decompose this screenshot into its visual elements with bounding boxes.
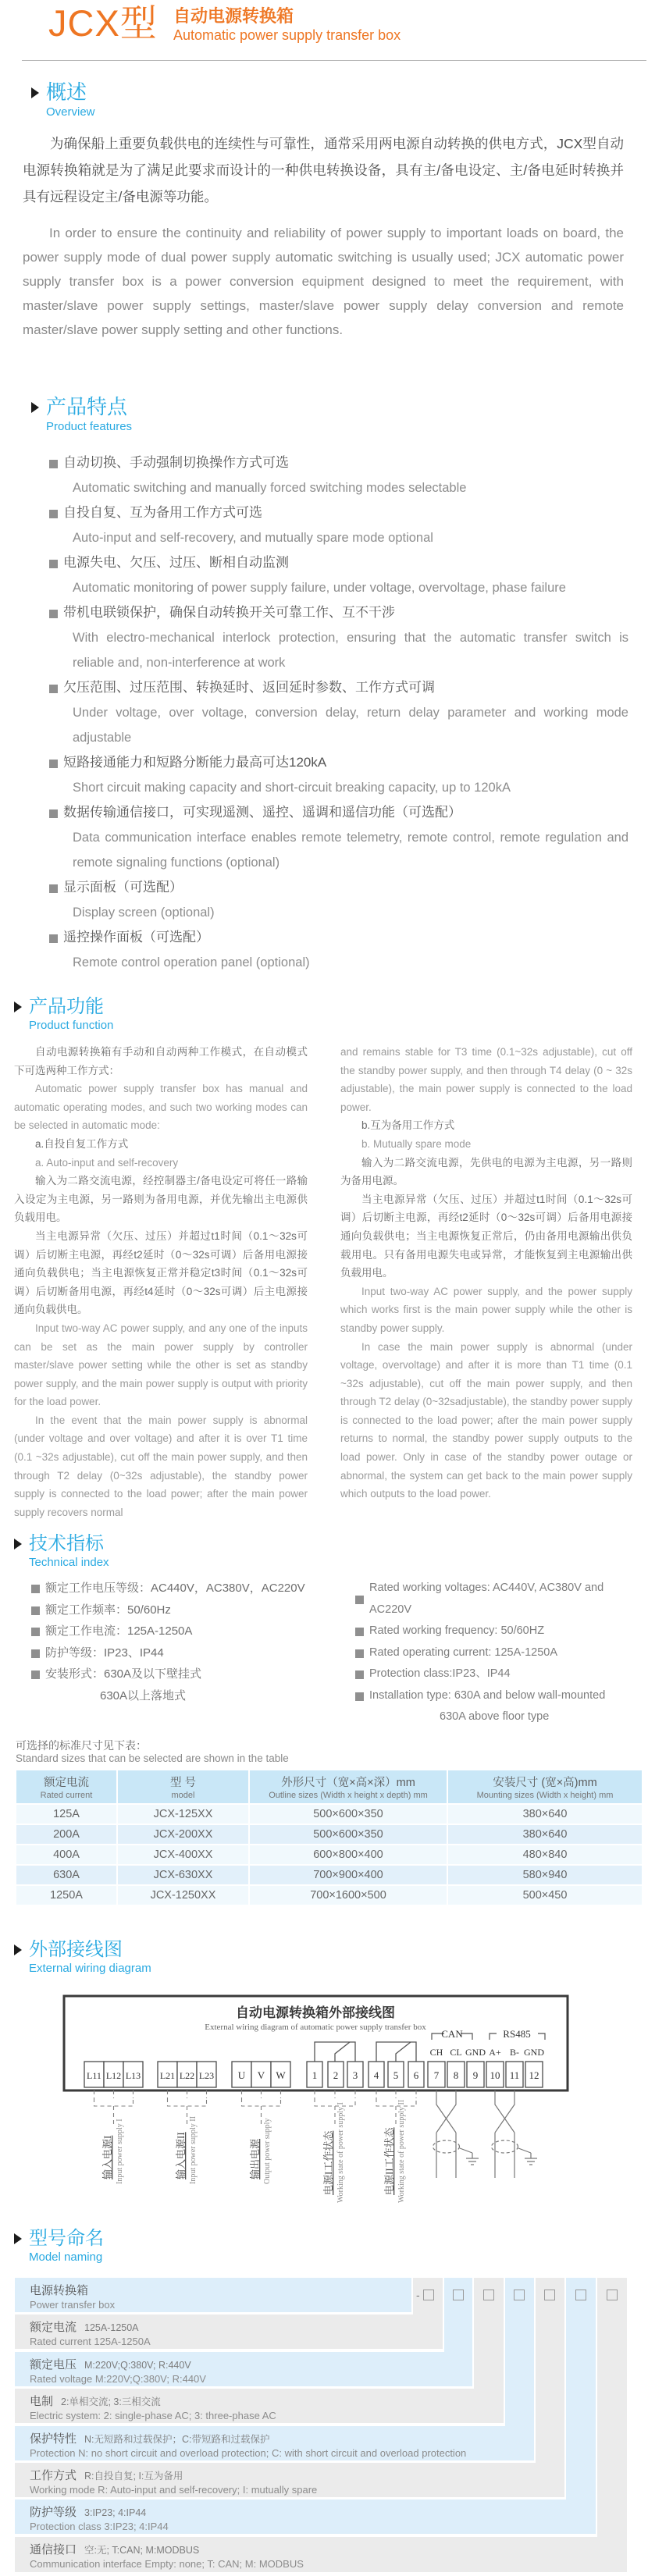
terminal-label: 6 — [413, 2069, 419, 2081]
terminal-label: L11 — [87, 2070, 101, 2081]
tech-item-text: Installation type: 630A and below wall-mounted — [369, 1688, 606, 1702]
naming-label-en: Rated current 125A-1250A — [30, 2336, 151, 2347]
feature-text-en: Automatic monitoring of power supply failure, under voltage, overvoltage, phase failure — [73, 581, 566, 595]
pin-label: GND — [524, 2047, 544, 2058]
terminal-label: 7 — [433, 2069, 440, 2081]
table-row — [16, 1825, 642, 1844]
bullet-square-icon — [49, 610, 58, 618]
cell-model: JCX-400XX — [118, 1845, 248, 1864]
section-title-en: Technical index — [29, 1556, 109, 1569]
table-row — [16, 1845, 642, 1864]
group-label-en: Working state of power supply II — [397, 2099, 406, 2203]
section-marker-icon — [14, 1944, 22, 1955]
group-label-zh: 电源II工作状态 — [383, 2127, 395, 2195]
cell-model: JCX-125XX — [118, 1805, 248, 1823]
bullet-square-icon — [49, 809, 58, 818]
section-marker-icon — [14, 2233, 22, 2244]
feature-item — [49, 550, 627, 575]
function-paragraph: 当主电源异常（欠压、过压）并超过t1时间（0.1～32s可调）后切断主电源，再经t2延时（0～32s可调）后备用电源接通向负载供电；当主电源恢复正常并稳定t3时间（0.1～32s可调）后切断备用电源，再经t4延时（0～32s可调）后主电源接通向负载供电。 — [14, 1229, 308, 1316]
naming-label-zh: 防护等级 — [30, 2506, 77, 2519]
wiring-box-title-en: External wiring diagram of automatic power supply transfer box — [205, 2023, 426, 2032]
bullet-square-icon — [49, 510, 58, 518]
feature-text-zh: 显示面板（可选配） — [63, 880, 183, 895]
col-header-model — [118, 1770, 248, 1803]
naming-row — [15, 2426, 534, 2460]
header-divider — [22, 60, 646, 61]
feature-item — [49, 875, 627, 900]
bullet-square-icon — [355, 1692, 364, 1701]
feature-text-en: Automatic switching and manually forced switching modes selectable — [73, 481, 467, 495]
model-digit-box — [514, 2290, 525, 2300]
naming-label-en: Communication interface Empty: none; T: CAN; M: MODBUS — [30, 2558, 304, 2570]
section-title-en: Model naming — [29, 2250, 103, 2264]
naming-label-zh: 电源转换箱 — [30, 2284, 89, 2297]
col-header-zh: 型 号 — [169, 1777, 197, 1789]
feature-text-zh: 自投自复、互为备用工作方式可选 — [63, 505, 262, 520]
function-paragraph: a.自投自复工作方式 — [35, 1137, 129, 1150]
terminal-label: L13 — [125, 2070, 141, 2081]
naming-spec: N:无短路和过载保护；C:带短路和过载保护 — [84, 2434, 270, 2445]
rs485-bus-label: RS485 — [503, 2028, 531, 2040]
col-header-en: model — [171, 1791, 195, 1800]
product-model-title: JCX型 — [48, 2, 158, 44]
tech-item — [355, 1621, 636, 1642]
section-header-tech — [14, 1533, 109, 1570]
terminal-label: L22 — [179, 2070, 195, 2081]
bullet-square-icon — [31, 1585, 40, 1593]
section-title-en: External wiring diagram — [29, 1962, 151, 1975]
naming-row — [15, 2500, 596, 2534]
sizes-intro-zh: 可选择的标准尺寸见下表： — [16, 1739, 147, 1752]
tech-item — [355, 1578, 636, 1621]
bullet-square-icon — [355, 1596, 364, 1604]
group-brackets — [94, 2090, 417, 2126]
bullet-square-icon — [49, 760, 58, 768]
terminal-label: U — [237, 2069, 246, 2081]
cell-rated-current: 125A — [16, 1805, 116, 1823]
function-paragraph: 输入为二路交流电源，经控制器主/备电设定可将任一路输入设定为主电源，另一路则为备用电源，并优先输出主电源供负载用电。 — [14, 1175, 308, 1224]
tech-item-text: Rated operating current: 125A-1250A — [369, 1646, 558, 1659]
feature-item — [49, 675, 627, 700]
function-paragraph: In the event that the main power supply is abnormal (under voltage and over voltage) and after it is over T1 time (0.1 ~32s adjustable), cut off the main power supply, and then through T2 delay (0~32s adjustable), the standby power supply is connected to the load power; after the main power supply recovers normal — [14, 1414, 308, 1518]
feature-text-zh: 遥控操作面板（可选配） — [63, 930, 209, 945]
col-header-en: Outline sizes (Width x height x depth) mm — [269, 1791, 428, 1800]
cell-rated-current: 630A — [16, 1866, 116, 1884]
feature-item — [49, 450, 627, 475]
col-header-mounting-sizes — [448, 1770, 642, 1803]
pin-label: B- — [510, 2047, 519, 2058]
col-header-en: Mounting sizes (Width x height) mm — [476, 1791, 614, 1800]
feature-item — [49, 800, 627, 825]
cell-mounting-size: 480×840 — [448, 1845, 642, 1864]
naming-label-en: Protection class 3:IP23; 4:IP44 — [30, 2521, 169, 2532]
bullet-square-icon — [49, 884, 58, 893]
feature-text-en: Short circuit making capacity and short-circuit breaking capacity, up to 120kA — [73, 781, 511, 795]
feature-text-en: Data communication interface enables remote telemetry, remote control, remote regulation and remote signaling functions (optional) — [73, 831, 628, 870]
tech-item — [31, 1621, 336, 1642]
model-digit-box — [483, 2290, 494, 2300]
naming-spec: 2:单相交流; 3:三相交流 — [61, 2396, 161, 2407]
feature-text-zh: 自动切换、手动强制切换操作方式可选 — [63, 455, 289, 470]
twisted-pair-can — [433, 2090, 479, 2178]
naming-spec: 3:IP23; 4:IP44 — [84, 2507, 147, 2518]
tech-item — [31, 1642, 336, 1664]
cell-mounting-size: 580×940 — [448, 1866, 642, 1884]
model-digit-box — [607, 2290, 618, 2300]
cell-rated-current: 200A — [16, 1825, 116, 1844]
feature-item — [49, 925, 627, 950]
sizes-intro-en: Standard sizes that can be selected are shown in the table — [16, 1752, 289, 1764]
section-title-zh: 型号命名 — [29, 2228, 104, 2249]
terminal-label: 3 — [352, 2069, 358, 2081]
naming-spec: 空:无; T:CAN; M:MODBUS — [84, 2545, 200, 2556]
cell-outline-size: 600×800×400 — [250, 1845, 447, 1864]
terminal-label: 1 — [312, 2069, 318, 2081]
feature-item — [49, 750, 627, 775]
model-digit-box — [423, 2290, 434, 2300]
twisted-pair-rs485 — [492, 2090, 538, 2178]
feature-text-en: Auto-input and self-recovery, and mutually spare mode optional — [73, 531, 433, 545]
feature-text-en: With electro-mechanical interlock protection, ensuring that the automatic transfer switch is reliable and, non-interference at work — [73, 631, 628, 670]
feature-item — [49, 600, 627, 625]
function-paragraph: 当主电源异常（欠压、过压）并超过t1时间（0.1～32s可调）后切断主电源，再经t2延时（0～32s可调）后备用电源接通向负载供电；当主电源恢复正常后，仍由备用电源输出供负载用电。只有备用电源失电或异常，才能恢复到主电源输出供负载用电。 — [340, 1193, 632, 1279]
tech-item-text: 额定工作电压等级：AC440V，AC380V，AC220V — [45, 1582, 305, 1595]
product-title-en: Automatic power supply transfer box — [173, 27, 401, 43]
function-paragraph: Input two-way AC power supply, and the power supply which works first is the main power supply while the other is standby power supply. — [340, 1285, 632, 1334]
wiring-box-title-zh: 自动电源转换箱外部接线图 — [236, 2005, 395, 2020]
cell-outline-size: 500×600×350 — [250, 1805, 447, 1823]
naming-row — [15, 2463, 564, 2497]
function-paragraph: a. Auto-input and self-recovery — [35, 1156, 179, 1169]
group-label-en: Output power supply — [263, 2118, 272, 2184]
table-row — [16, 1805, 642, 1823]
function-paragraph: b. Mutually spare mode — [361, 1137, 472, 1150]
cell-mounting-size: 380×640 — [448, 1825, 642, 1844]
terminal-label: 12 — [529, 2069, 539, 2081]
tech-item — [355, 1642, 636, 1664]
cell-mounting-size: 500×450 — [448, 1886, 642, 1905]
tech-index-column-en — [355, 1578, 636, 1728]
naming-row — [15, 2389, 504, 2423]
section-title-zh: 外部接线图 — [29, 1939, 123, 1960]
naming-strip-5 — [536, 2278, 564, 2463]
pin-label: CH — [429, 2047, 443, 2058]
model-naming-diagram — [0, 2278, 648, 2573]
section-marker-icon — [14, 1002, 22, 1012]
group-label-en: Input power supply II — [189, 2116, 198, 2184]
standard-sizes-table — [15, 1769, 643, 1906]
cell-outline-size: 700×1600×500 — [250, 1886, 447, 1905]
terminal-label: W — [276, 2069, 286, 2081]
dash-mark: - — [416, 2289, 420, 2301]
can-bus-label: CAN — [441, 2028, 463, 2040]
naming-label-zh: 工作方式 — [30, 2469, 77, 2482]
product-title-block — [173, 7, 401, 44]
terminal-label: L23 — [198, 2070, 215, 2081]
terminal-label: L21 — [159, 2070, 176, 2081]
terminal-label: V — [257, 2069, 265, 2081]
feature-text-en: Display screen (optional) — [73, 906, 215, 920]
group-label-zh: 电源I工作状态 — [322, 2130, 334, 2195]
group-label-en: Working state of power supply I — [336, 2102, 345, 2203]
naming-strip-6 — [566, 2278, 596, 2500]
terminal-label: 2 — [333, 2069, 339, 2081]
wiring-diagram — [0, 1973, 648, 2217]
terminal-label: 10 — [490, 2069, 500, 2081]
tech-item-continuation: 630A以上落地式 — [100, 1688, 187, 1703]
cell-mounting-size: 380×640 — [448, 1805, 642, 1823]
tech-index-column-zh — [31, 1578, 336, 1706]
function-paragraph: and remains stable for T3 time (0.1~32s adjustable), cut off the standby power supply, and then through T4 delay (0 ~ 32s adjustable), the main power supply is connected to the load power. — [340, 1046, 632, 1113]
feature-list — [49, 450, 627, 975]
bullet-square-icon — [49, 560, 58, 568]
col-header-zh: 额定电流 — [44, 1777, 89, 1789]
bullet-square-icon — [355, 1670, 364, 1679]
tech-item-text: Rated working voltages: AC440V, AC380V and AC220V — [369, 1582, 604, 1616]
section-title-zh: 产品特点 — [46, 395, 128, 418]
function-paragraph: In case the main power supply is abnormal (under voltage, overvoltage) and after it is more than T1 time (0.1 ~32s adjustable), cut off the main power supply, and then through T2 delay (0~32sadjustable), the standby power supply is connected to the load power; after the main power supply returns to normal, the standby power supply outputs to the load power. Only in case of the standby power outage or abnormal, the system can get back to the main power supply which outputs to the load power. — [340, 1340, 632, 1500]
function-paragraph: 输入为二路交流电源，先供电的电源为主电源，另一路则为备用电源。 — [340, 1156, 632, 1187]
overview-paragraph-zh: 为确保船上重要负载供电的连续性与可靠性，通常采用两电源自动转换的供电方式，JCX型自动电源转换箱就是为了满足此要求而设计的一种供电转换设备，具有主/备电设定、主/备电延时转换并具有远程设定主/备电源等功能。 — [23, 136, 624, 205]
group-label-en: Input power supply I — [116, 2119, 124, 2184]
tech-item-text: 额定工作频率：50/60Hz — [45, 1603, 171, 1617]
group-label-zh: 输入电源I — [101, 2135, 113, 2179]
cell-rated-current: 1250A — [16, 1886, 116, 1905]
table-header-row — [16, 1770, 642, 1803]
bullet-square-icon — [355, 1628, 364, 1636]
naming-row — [15, 2314, 443, 2349]
bullet-square-icon — [31, 1649, 40, 1658]
cell-model: JCX-200XX — [118, 1825, 248, 1844]
naming-spec: M:220V;Q:380V; R:440V — [84, 2360, 191, 2371]
feature-text-zh: 带机电联锁保护，确保自动转换开关可靠工作、互不干涉 — [63, 605, 395, 620]
tech-item — [31, 1578, 336, 1599]
table-row — [16, 1866, 642, 1884]
feature-text-en: Under voltage, over voltage, conversion delay, return delay parameter and working mode adjustable — [73, 706, 628, 745]
section-title-en: Product function — [29, 1019, 114, 1032]
naming-label-zh: 额定电流 — [30, 2321, 77, 2334]
feature-text-zh: 电源失电、欠压、过压、断相自动监测 — [63, 555, 289, 570]
tech-item-text: 防护等级：IP23、IP44 — [45, 1646, 164, 1660]
naming-label-en: Working mode R: Auto-input and self-recovery; I: mutually spare — [30, 2484, 318, 2496]
tech-item — [355, 1663, 636, 1685]
function-column-left — [14, 1043, 308, 1521]
section-marker-icon — [14, 1539, 22, 1550]
section-header-functions — [14, 996, 113, 1033]
tech-item — [31, 1663, 336, 1685]
section-title-zh: 产品功能 — [29, 996, 104, 1017]
pin-label: CL — [450, 2047, 462, 2058]
model-digit-box — [453, 2290, 464, 2300]
feature-item — [49, 500, 627, 525]
terminal-label: L12 — [105, 2070, 122, 2081]
group-label-zh: 输入电源II — [175, 2132, 187, 2179]
section-header-wiring — [14, 1939, 151, 1976]
section-title-zh: 技术指标 — [29, 1533, 104, 1554]
product-title-zh: 自动电源转换箱 — [173, 6, 294, 26]
col-header-outline-sizes — [250, 1770, 447, 1803]
cell-model: JCX-630XX — [118, 1866, 248, 1884]
pin-label: GND — [465, 2047, 486, 2058]
naming-spec: R:自投自复; I:互为备用 — [84, 2471, 183, 2482]
feature-text-zh: 短路接通能力和短路分断能力最高可达120kA — [63, 755, 327, 770]
naming-label-en: Rated voltage M:220V;Q:380V; R:440V — [30, 2373, 206, 2385]
bullet-square-icon — [31, 1628, 40, 1636]
naming-strip-2 — [444, 2278, 472, 2352]
tech-item-text: 安装形式：630A及以下壁挂式 — [45, 1667, 202, 1681]
tech-item-continuation: 630A above floor type — [440, 1710, 550, 1723]
bullet-square-icon — [49, 460, 58, 468]
naming-strip-1 — [413, 2278, 443, 2314]
bullet-square-icon — [49, 934, 58, 943]
terminal-label: 4 — [373, 2069, 379, 2081]
bullet-square-icon — [31, 1670, 40, 1679]
bullet-square-icon — [49, 685, 58, 693]
tech-item-text: Rated working frequency: 50/60HZ — [369, 1624, 545, 1637]
col-header-zh: 安装尺寸 (宽×高)mm — [493, 1777, 597, 1789]
feature-text-zh: 欠压范围、过压范围、转换延时、返回延时参数、工作方式可调 — [63, 680, 435, 695]
cell-outline-size: 500×600×350 — [250, 1825, 447, 1844]
function-paragraph: Automatic power supply transfer box has manual and automatic operating modes, and such two working modes can be selected in automatic mode: — [14, 1083, 308, 1132]
function-paragraph: Input two-way AC power supply, and any one of the inputs can be set as the main power supply by controller master/slave power setting while the other is set as standby power supply, and the main power supply is output with priority for the load power. — [14, 1322, 308, 1408]
naming-label-en: Electric system: 2: single-phase AC; 3: three-phase AC — [30, 2410, 276, 2421]
naming-strip-7 — [597, 2278, 627, 2537]
section-title-en: Overview — [46, 105, 95, 119]
tech-item — [31, 1599, 336, 1621]
naming-row — [15, 2278, 411, 2312]
terminal-label: 8 — [453, 2069, 459, 2081]
terminal-label: 11 — [509, 2069, 520, 2081]
naming-strip-4 — [505, 2278, 534, 2426]
section-title-en: Product features — [46, 420, 133, 433]
cell-rated-current: 400A — [16, 1845, 116, 1864]
naming-label-zh: 额定电压 — [30, 2358, 77, 2371]
section-title-zh: 概述 — [46, 80, 87, 104]
model-digit-box — [544, 2290, 555, 2300]
section-header-features — [31, 395, 132, 434]
overview-paragraph-en: In order to ensure the continuity and reliability of power supply to important loads on board, the power supply mode of dual power supply automatic switching is usually used; JCX automatic power supply transfer box is a power conversion equipment designed to meet the requirement, with master/slave power supply settings, master/slave power supply delay conversion and remote master/slave power supply setting and other functions. — [23, 226, 624, 337]
group-label-zh: 输出电源 — [249, 2138, 261, 2179]
section-header-overview — [31, 80, 95, 119]
naming-label-en: Protection N: no short circuit and overload protection; C: with short circuit and overload protection — [30, 2447, 467, 2459]
naming-label-zh: 通信接口 — [30, 2543, 77, 2556]
col-header-rated-current — [16, 1770, 116, 1803]
naming-spec: 125A-1250A — [84, 2322, 139, 2333]
col-header-zh: 外形尺寸（宽×高×深）mm — [281, 1777, 415, 1789]
terminal-label: 5 — [393, 2069, 399, 2081]
bullet-square-icon — [355, 1649, 364, 1658]
table-row — [16, 1886, 642, 1905]
feature-text-en: Remote control operation panel (optional) — [73, 955, 310, 970]
pin-label: A+ — [489, 2047, 501, 2058]
naming-label-en: Power transfer box — [30, 2299, 116, 2311]
function-paragraph: 自动电源转换箱有手动和自动两种工作模式，在自动模式下可选两种工作方式： — [14, 1046, 308, 1076]
function-paragraph: b.互为备用工作方式 — [361, 1119, 455, 1132]
section-header-naming — [14, 2228, 104, 2265]
tech-item-text: 额定工作电流：125A-1250A — [45, 1624, 193, 1638]
function-column-right — [340, 1043, 632, 1503]
col-header-en: Rated current — [40, 1791, 93, 1800]
tech-item — [355, 1685, 636, 1707]
naming-row — [15, 2352, 472, 2386]
feature-text-zh: 数据传输通信接口，可实现遥测、遥控、遥调和遥信功能（可选配） — [63, 805, 461, 820]
section-marker-icon — [31, 87, 39, 98]
cell-outline-size: 700×900×400 — [250, 1866, 447, 1884]
model-digit-box — [575, 2290, 586, 2300]
terminal-label: 9 — [472, 2069, 479, 2081]
cell-model: JCX-1250XX — [118, 1886, 248, 1905]
naming-label-zh: 保护特性 — [30, 2432, 77, 2446]
naming-label-zh: 电制 — [30, 2395, 54, 2408]
naming-row — [15, 2537, 627, 2572]
bullet-square-icon — [31, 1606, 40, 1615]
tech-item-text: Protection class:IP23、IP44 — [369, 1667, 511, 1680]
section-marker-icon — [31, 402, 39, 413]
naming-strip-3 — [474, 2278, 504, 2389]
